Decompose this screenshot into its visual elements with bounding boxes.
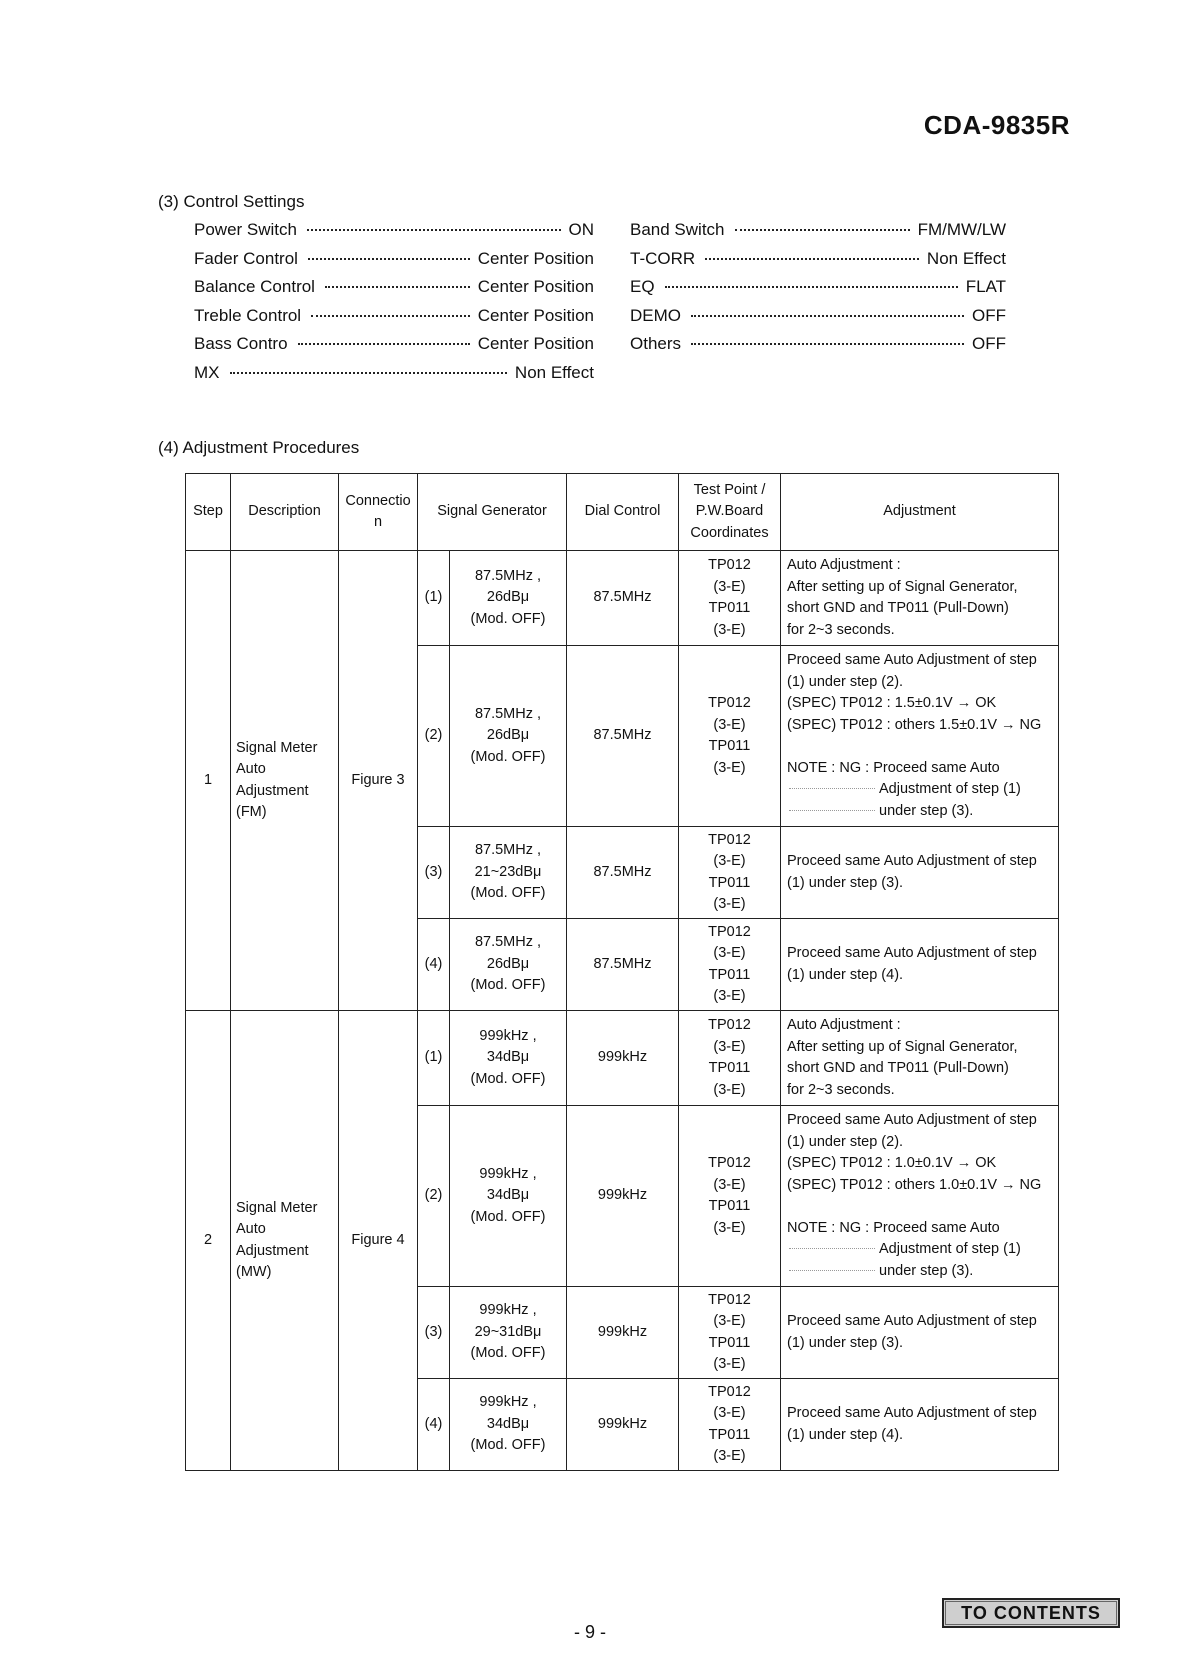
setting-row [194,249,594,278]
setting-label: Fader Control [194,248,298,268]
adjustment-instructions [781,919,1059,1011]
adjustment-line: (SPEC) TP012 : others 1.0±0.1V → NG [787,1176,1042,1193]
adjustment-instructions [781,1379,1059,1471]
test-point [679,1287,781,1379]
signal-generator-line: 87.5MHz , [474,705,542,722]
adjustment-line: (SPEC) TP012 : others 1.5±0.1V → NG [787,716,1042,733]
test-point-line: (3-E) [713,1176,746,1193]
dial-control-value: 999kHz [567,1011,679,1106]
dial-control-value: 87.5MHz [567,919,679,1011]
test-point-line: (3-E) [713,716,746,733]
dial-control-value: 999kHz [567,1379,679,1471]
header-description: Description [231,474,339,551]
adjustment-indent-text: under step (3). [879,802,974,819]
signal-generator-line: 999kHz , [479,1165,537,1182]
signal-generator-setting [450,1011,567,1106]
setting-label: MX [194,362,220,382]
setting-label: Band Switch [630,220,725,239]
setting-label: T-CORR [630,248,696,268]
test-point-line: TP011 [708,1334,751,1351]
adjustment-line: (1) under step (2). [787,1133,904,1150]
test-point-line: TP011 [708,966,751,983]
to-contents-label: TO CONTENTS [945,1601,1117,1625]
adjustment-procedures-title: (4) Adjustment Procedures [158,438,360,457]
setting-value: ON [568,220,594,239]
adjustment-instructions [781,827,1059,919]
adjustment-line: Proceed same Auto Adjustment of step [787,652,1037,668]
test-point [679,1106,781,1287]
signal-generator-line: 34dBμ [486,1415,530,1432]
header-test-point-line1: Test Point / [693,481,766,498]
dot-leader [325,286,470,288]
test-point-line: (3-E) [713,945,746,961]
adjustment-line: (1) under step (3). [787,874,904,891]
signal-generator-line: 999kHz , [479,1394,537,1411]
test-point [679,919,781,1011]
dot-leader [691,315,964,317]
signal-generator-line: 26dBμ [486,589,530,606]
dot-leader [665,286,958,288]
adjustment-line: (1) under step (4). [787,1426,904,1443]
adjustment-line: short GND and TP011 (Pull-Down) [787,1060,1009,1076]
test-point-line: TP012 [708,1291,751,1308]
substep-number: (3) [418,1287,450,1379]
test-point-line: (3-E) [713,1405,746,1421]
step-number: 2 [186,1011,231,1471]
adjustment-instructions [781,1287,1059,1379]
header-adjustment: Adjustment [781,474,1059,551]
adjustment-line: After setting up of Signal Generator, [787,1038,1018,1055]
dot-leader [705,258,919,260]
signal-generator-line: 34dBμ [486,1187,530,1204]
dot-leader [230,372,507,374]
setting-value: OFF [972,334,1006,353]
description-line: Adjustment [236,1242,309,1259]
signal-generator-line: 87.5MHz , [474,567,542,584]
dial-control-value: 999kHz [567,1106,679,1287]
adjustment-indent-line [787,1239,1054,1261]
description-line: (MW) [236,1264,272,1280]
substep-number: (1) [418,1011,450,1106]
adjustment-line: (1) under step (3). [787,1334,904,1351]
signal-generator-line: (Mod. OFF) [470,1070,546,1087]
header-step: Step [186,474,231,551]
description-line: (FM) [236,804,267,820]
dot-leader [735,229,910,231]
adjustment-line: Proceed same Auto Adjustment of step [787,945,1037,961]
dot-leader [308,258,470,260]
test-point-line: TP012 [708,1155,751,1171]
header-test-point-line3: Coordinates [690,524,769,541]
test-point-line: TP011 [708,874,751,891]
adjustment-line: After setting up of Signal Generator, [787,578,1018,595]
adjustment-indent-text: Adjustment of step (1) [879,1241,1021,1257]
step-description [231,551,339,1011]
dot-leader [789,1270,875,1271]
test-point-line: TP012 [708,923,751,940]
adjustment-indent-line [787,1261,1054,1283]
signal-generator-line: 26dBμ [486,955,530,972]
test-point-line: (3-E) [713,621,746,638]
test-point [679,646,781,827]
setting-label: DEMO [630,305,681,325]
signal-generator-line: (Mod. OFF) [470,1437,546,1454]
dot-leader [691,343,964,345]
control-settings-right [630,220,1006,363]
signal-generator-line: 21~23dBμ [474,863,542,880]
setting-row [630,220,1006,249]
signal-generator-setting [450,1106,567,1287]
test-point [679,1011,781,1106]
substep-number: (3) [418,827,450,919]
adjustment-line: NOTE : NG : Proceed same Auto [787,759,1000,776]
adjustment-line: Auto Adjustment : [787,1017,901,1033]
substep-number: (4) [418,919,450,1011]
dot-leader [789,1248,875,1249]
header-test-point [679,474,781,551]
test-point-line: TP011 [708,738,751,754]
setting-row [630,249,1006,278]
signal-generator-line: 999kHz , [479,1302,537,1319]
setting-value: Center Position [477,334,594,353]
setting-label: Power Switch [194,220,297,239]
setting-label: Treble Control [194,305,302,325]
adjustment-line: for 2~3 seconds. [787,621,895,638]
adjustment-line: short GND and TP011 (Pull-Down) [787,600,1009,616]
test-point-line: TP012 [708,1017,751,1033]
adjustment-instructions [781,646,1059,827]
to-contents-button[interactable] [942,1598,1120,1628]
setting-row [630,277,1006,306]
setting-value: FLAT [965,277,1006,296]
signal-generator-setting [450,1287,567,1379]
header-signal-generator: Signal Generator [418,474,567,551]
signal-generator-line: (Mod. OFF) [470,1208,546,1225]
signal-generator-line: 34dBμ [486,1049,530,1066]
test-point [679,551,781,646]
test-point-line: TP012 [708,695,751,711]
test-point-line: (3-E) [713,1448,746,1464]
substep-number: (1) [418,551,450,646]
dot-leader [298,343,470,345]
adjustment-line: Auto Adjustment : [787,557,901,573]
adjustment-instructions [781,1106,1059,1287]
adjustment-line: Proceed same Auto Adjustment of step [787,1405,1037,1421]
page-number: - 9 - [573,1622,606,1642]
test-point-line: (3-E) [713,896,746,912]
setting-row [630,306,1006,335]
control-settings-title: (3) Control Settings [158,192,305,211]
test-point-line: (3-E) [713,578,746,595]
adjustment-line: (SPEC) TP012 : 1.5±0.1V → OK [787,695,997,711]
dial-control-value: 87.5MHz [567,827,679,919]
adjustment-indent-text: under step (3). [879,1262,974,1279]
setting-value: Center Position [477,305,594,325]
adjustment-indent-text: Adjustment of step (1) [879,781,1021,797]
signal-generator-line: (Mod. OFF) [470,885,546,902]
dial-control-value: 87.5MHz [567,646,679,827]
setting-row [194,277,594,306]
adjustment-instructions [781,1011,1059,1106]
test-point-line: TP011 [708,1426,751,1443]
setting-value: FM/MW/LW [917,220,1006,239]
setting-row [630,334,1006,363]
setting-label: Balance Control [194,277,315,296]
adjustment-line: Proceed same Auto Adjustment of step [787,853,1037,869]
model-number: CDA-9835R [923,110,1070,140]
dial-control-value: 87.5MHz [567,551,679,646]
header-connection-line1: Connectio [345,492,411,509]
test-point-line: TP012 [708,557,751,573]
step-number: 1 [186,551,231,1011]
setting-value: Non Effect [926,248,1006,268]
signal-generator-line: 87.5MHz , [474,842,542,859]
test-point [679,827,781,919]
dot-leader [311,315,470,317]
dot-leader [789,788,875,789]
adjustment-instructions [781,551,1059,646]
signal-generator-line: (Mod. OFF) [470,977,546,994]
substep-number: (2) [418,1106,450,1287]
test-point-line: TP012 [708,1383,751,1400]
signal-generator-setting [450,1379,567,1471]
setting-value: OFF [972,305,1006,325]
setting-row [194,306,594,335]
signal-generator-line: 29~31dBμ [474,1323,542,1340]
description-line: Auto [236,761,266,777]
header-connection [339,474,418,551]
header-dial-control: Dial Control [567,474,679,551]
step-description [231,1011,339,1471]
test-point-line: (3-E) [713,759,746,776]
step-connection: Figure 3 [339,551,418,1011]
dial-control-value: 999kHz [567,1287,679,1379]
setting-label: Bass Contro [194,334,288,353]
signal-generator-line: (Mod. OFF) [470,748,546,765]
adjustment-line: Proceed same Auto Adjustment of step [787,1313,1037,1329]
signal-generator-setting [450,551,567,646]
test-point-line: (3-E) [713,1038,746,1055]
description-line: Auto [236,1221,266,1237]
signal-generator-line: (Mod. OFF) [470,610,546,627]
signal-generator-line: 87.5MHz , [474,934,542,951]
setting-value: Non Effect [514,362,594,382]
signal-generator-setting [450,646,567,827]
adjustment-line [787,736,1054,758]
description-line: Adjustment [236,782,309,799]
header-test-point-line2: P.W.Board [695,503,764,520]
test-point-line: (3-E) [713,1219,746,1236]
adjustment-line: for 2~3 seconds. [787,1081,895,1098]
adjustment-line: NOTE : NG : Proceed same Auto [787,1219,1000,1236]
table-row [186,551,1059,646]
setting-row [194,220,594,249]
description-line: Signal Meter [236,1199,318,1216]
setting-value: Center Position [477,248,594,268]
signal-generator-setting [450,827,567,919]
adjustment-table [185,473,1059,1471]
signal-generator-setting [450,919,567,1011]
adjustment-line: Proceed same Auto Adjustment of step [787,1112,1037,1128]
dot-leader [307,229,561,231]
adjustment-line: (1) under step (4). [787,966,904,983]
control-settings-left [194,220,594,391]
table-row [186,1011,1059,1106]
step-connection: Figure 4 [339,1011,418,1471]
setting-label: EQ [630,277,655,296]
test-point-line: (3-E) [713,1081,746,1098]
table-header-row [186,474,1059,551]
setting-row [194,363,594,392]
test-point-line: (3-E) [713,988,746,1004]
adjustment-line: (1) under step (2). [787,673,904,690]
test-point-line: TP011 [708,1060,751,1076]
substep-number: (4) [418,1379,450,1471]
description-line: Signal Meter [236,739,318,756]
adjustment-indent-line [787,801,1054,823]
header-connection-line2: n [373,514,383,530]
test-point-line: TP011 [708,600,751,616]
setting-row [194,334,594,363]
test-point-line: TP012 [708,831,751,848]
adjustment-indent-line [787,779,1054,801]
signal-generator-line: 26dBμ [486,727,530,744]
test-point-line: (3-E) [713,1356,746,1372]
signal-generator-line: (Mod. OFF) [470,1345,546,1362]
test-point-line: (3-E) [713,853,746,869]
setting-label: Others [630,334,682,353]
setting-value: Center Position [477,277,594,296]
dot-leader [789,810,875,811]
adjustment-line [787,1196,1054,1218]
signal-generator-line: 999kHz , [479,1027,537,1044]
adjustment-line: (SPEC) TP012 : 1.0±0.1V → OK [787,1155,997,1171]
substep-number: (2) [418,646,450,827]
test-point-line: (3-E) [713,1313,746,1329]
test-point [679,1379,781,1471]
test-point-line: TP011 [708,1198,751,1214]
